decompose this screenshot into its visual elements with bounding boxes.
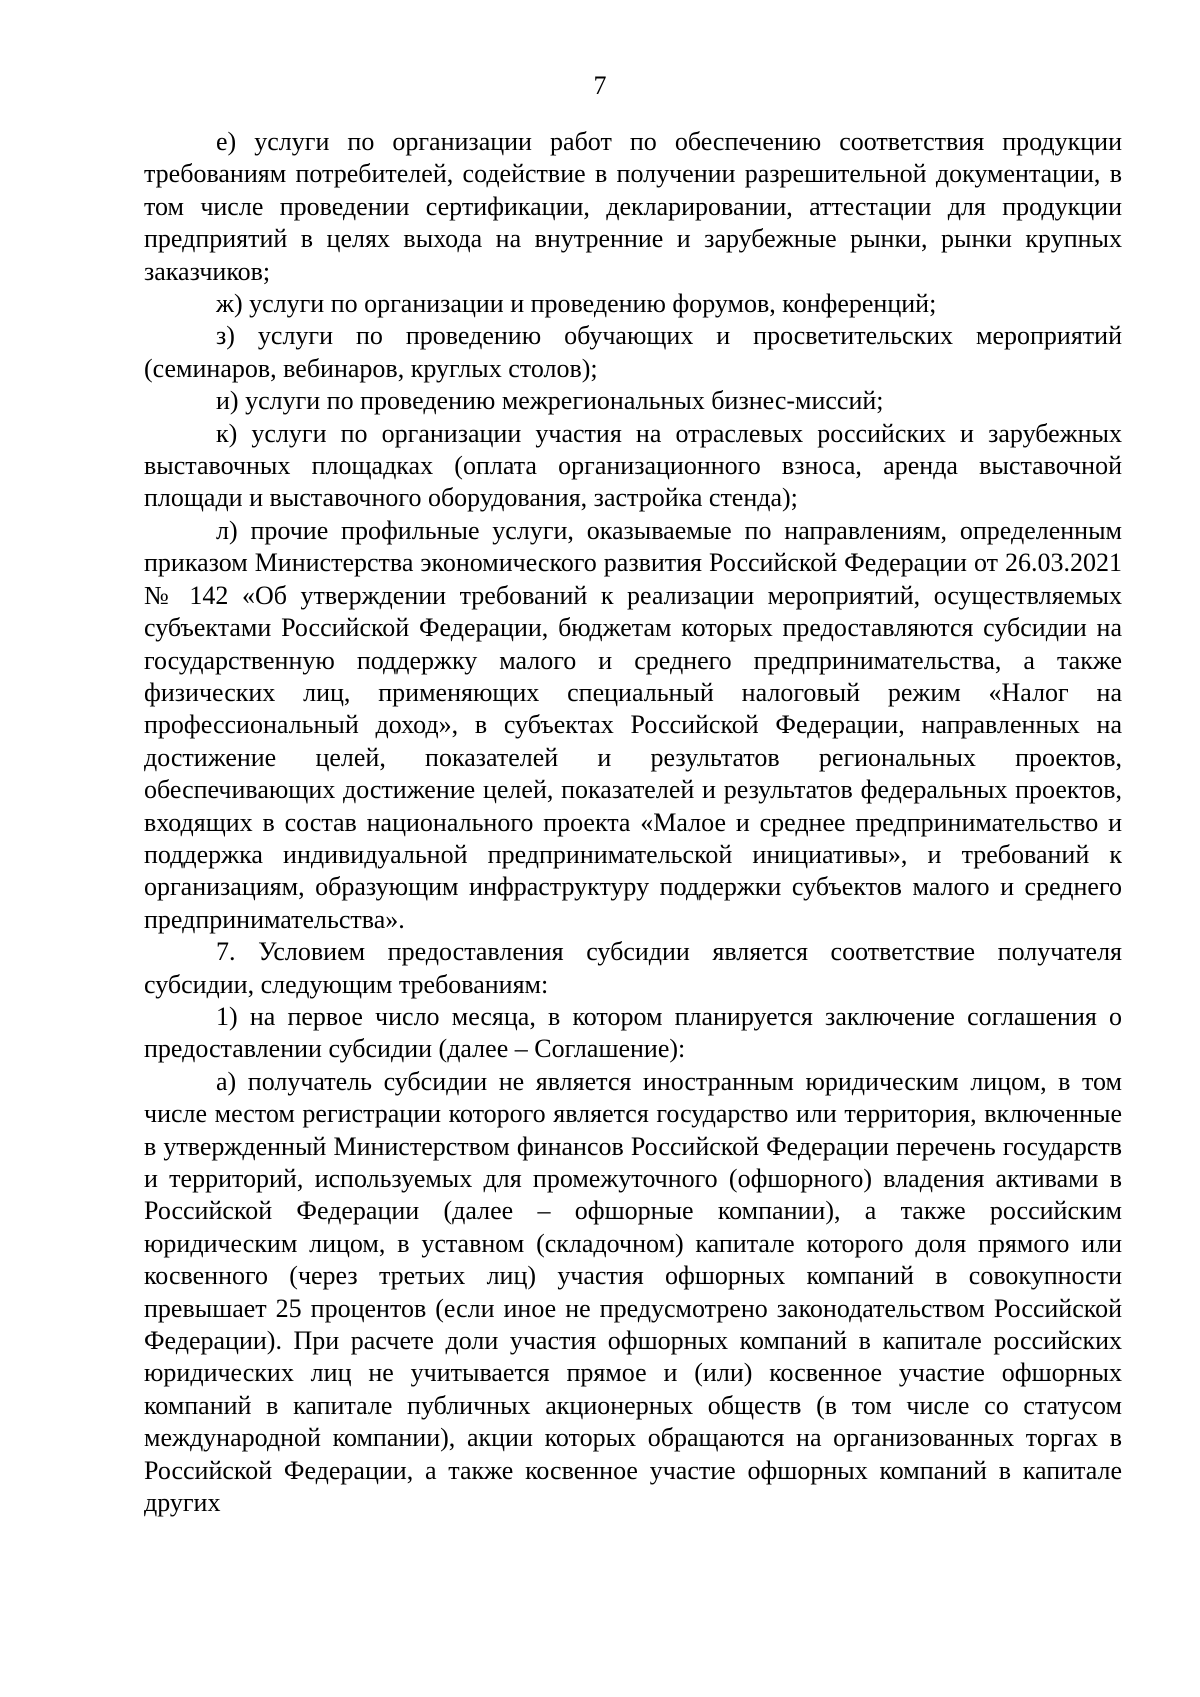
paragraph-item-i: и) услуги по проведению межрегиональных бизнес-миссий; — [216, 386, 884, 416]
paragraph-item-a: а) получатель субсидии не является иностранным юридическим лицом, в том числе местом регистрации которого является государство или территория, включенные в утвержденный Министерством финансов Российской Федерации перечень государств и территорий, используемых для промежуточного (офшорного) владения активами в Российской Федерации (далее – офшорные компании), а также российским юридическим лицом, в уставном (складочном) капитале которого доля прямого или косвенного (через третьих лиц) участия офшорных компаний в совокупности превышает 25 процентов (если иное не предусмотрено законодательством Российской Федерации). При расчете доли участия офшорных компаний в капитале российских юридических лиц не учитывается прямое и (или) косвенное участие офшорных компаний в капитале публичных акционерных обществ (в том числе со статусом международной компании), акции которых обращаются на организованных торгах в Российской Федерации, а также косвенное участие офшорных компаний в капитале других — [144, 1066, 1122, 1518]
document-body — [144, 126, 1122, 1519]
paragraph-item-k: к) услуги по организации участия на отраслевых российских и зарубежных выставочных площадках (оплата организационного взноса, аренда выставочной площади и выставочного оборудования, застройка стенда); — [144, 418, 1122, 513]
paragraph-item-zh: ж) услуги по организации и проведению форумов, конференций; — [216, 289, 937, 319]
paragraph-item-l: л) прочие профильные услуги, оказываемые по направлениям, определенным приказом Министерства экономического развития Российской Федерации от 26.03.2021 № 142 «Об утверждении требований к реализации мероприятий, осуществляемых субъектами Российской Федерации, бюджетам которых предоставляются субсидии на государственную поддержку малого и среднего предпринимательства, а также физических лиц, применяющих специальный налоговый режим «Налог на профессиональный доход», в субъектах Российской Федерации, направленных на достижение целей, показателей и результатов региональных проектов, обеспечивающих достижение целей, показателей и результатов федеральных проектов, входящих в состав национального проекта «Малое и среднее предпринимательство и поддержка индивидуальной предпринимательской инициативы», и требований к организациям, образующим инфраструктуру поддержки субъектов малого и среднего предпринимательства». — [144, 515, 1122, 934]
paragraph-subclause-1: 1) на первое число месяца, в котором планируется заключение соглашения о предоставлении субсидии (далее – Соглашение): — [144, 1001, 1122, 1064]
paragraph-item-z: з) услуги по проведению обучающих и просветительских мероприятий (семинаров, вебинаров, круглых столов); — [144, 321, 1122, 383]
paragraph-clause-7: 7. Условием предоставления субсидии является соответствие получателя субсидии, следующим требованиям: — [144, 937, 1122, 999]
paragraph-item-e: е) услуги по организации работ по обеспечению соответствия продукции требованиям потребителей, содействие в получении разрешительной документации, в том числе проведении сертификации, декларировании, аттестации для продукции предприятий в целях выхода на внутренние и зарубежные рынки, рынки крупных заказчиков; — [144, 127, 1122, 286]
page-number: 7 — [593, 71, 607, 100]
